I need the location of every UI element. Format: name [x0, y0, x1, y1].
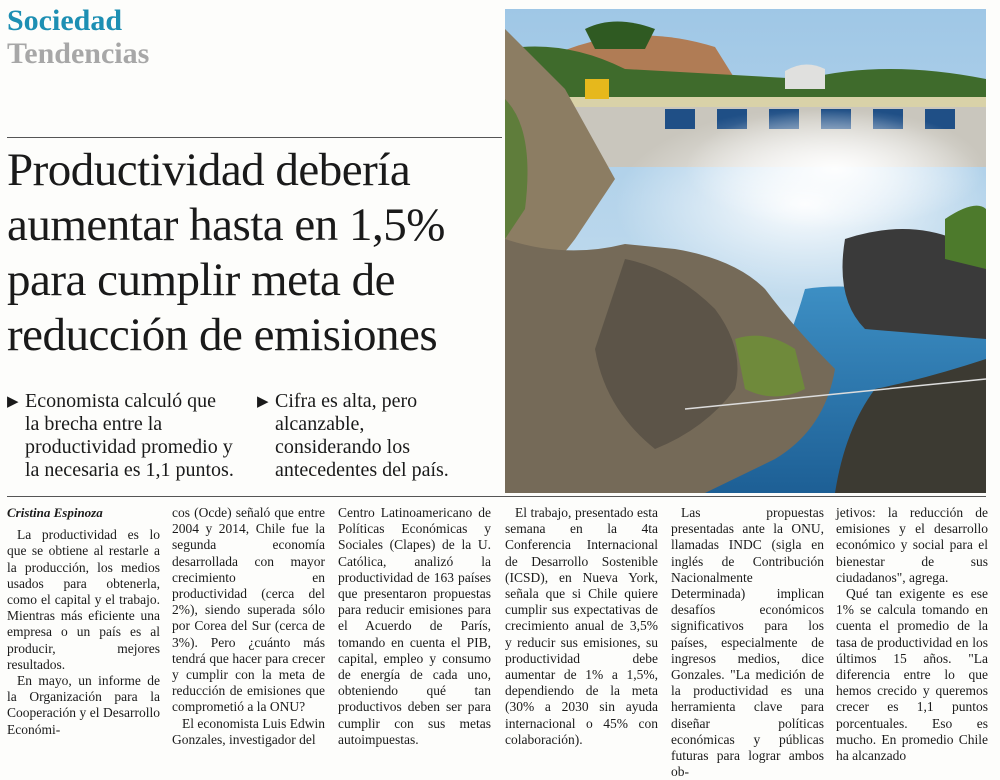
section-name: Sociedad [7, 4, 123, 37]
article-column [505, 505, 658, 748]
article-paragraph: La productividad es lo que se obtiene al restarle a la producción, los medios usados para obtenerla, como el capital y el trabajo. Mientras más eficiente una empresa o un país es al producir, mejores resultados. [7, 527, 160, 672]
headline-line: aumentar hasta en 1,5% [7, 199, 445, 251]
headline-line: reducción de emisiones [7, 309, 438, 361]
bullet-line: la necesaria es 1,1 puntos. [25, 459, 234, 481]
article-column [338, 505, 491, 748]
article-column [671, 505, 824, 780]
article-paragraph: Centro Latinoamericano de Políticas Económicas y Sociales (Clapes) de la U. Católica, analizó la productividad de 163 países que presentaron propuestas para reducir emisiones para el Acuerdo de París, tomando en cuenta el PIB, capital, empleo y consumo de energía de cada uno, obteniendo qué tan productivos deben ser para cumplir con sus metas autoimpuestas. [338, 505, 491, 747]
bullet-line: la brecha entre la [25, 413, 163, 435]
dam-photo-image [505, 9, 986, 493]
section-header [7, 4, 149, 70]
article-column [172, 505, 325, 748]
dam-photo [505, 9, 986, 493]
body-top-rule [7, 496, 986, 497]
article-paragraph: Las propuestas presentadas ante la ONU, llamadas INDC (sigla en inglés de Contribución Nacionalmente Determinada) implican desafíos económicos significativos para los países, especialmente de ingresos medios, dice Gonzales. "La medición de la productividad es una herramienta clave para diseñar políticas económicas y públicas futuras para lograr ambos ob- [671, 505, 824, 780]
bullet-arrow-icon: ▶ [7, 394, 19, 410]
article-paragraph: En mayo, un informe de la Organización para la Cooperación y el Desarrollo Económi- [7, 673, 160, 737]
article-paragraph: jetivos: la reducción de emisiones y el desarrollo económico y social para el bienestar de sus ciudadanos", agrega. [836, 505, 988, 585]
summary-bullet [257, 390, 515, 482]
summary-bullet [7, 390, 265, 482]
bullet-line: Cifra es alta, pero [275, 390, 418, 412]
byline: Cristina Espinoza [7, 505, 103, 520]
headline-line: para cumplir meta de [7, 254, 396, 306]
bullet-line: considerando los [275, 436, 410, 458]
article-paragraph: cos (Ocde) señaló que entre 2004 y 2014, Chile fue la segunda economía desarrollada con mayor crecimiento en productividad (cerca del 2%), siendo superada sólo por Corea del Sur (cerca de 3%). Pero ¿cuánto más tendrá que hacer para crecer y cumplir con la meta de reducción de emisiones que comprometió a la ONU? [172, 505, 325, 715]
bullet-line: Economista calculó que [25, 390, 217, 412]
headline-line: Productividad debería [7, 144, 411, 196]
article-column [836, 505, 988, 764]
subsection-name: Tendencias [7, 37, 150, 70]
bullet-line: alcanzable, [275, 413, 365, 435]
bullet-arrow-icon: ▶ [257, 394, 269, 410]
article-paragraph: El trabajo, presentado esta semana en la 4ta Conferencia Internacional de Desarrollo Sostenible (ICSD), en Nueva York, señala que si Chile quiere cumplir sus expectativas de crecimiento anual de 3,5% y reducir sus emisiones, su productividad debe aumentar de 1% a 1,5%, dependiendo de la meta (30% a 2030 sin ayuda internacional o 45% con colaboración). [505, 505, 658, 747]
article-column [7, 505, 160, 738]
bullet-line: antecedentes del país. [275, 459, 449, 481]
headline [7, 143, 502, 363]
article-paragraph: El economista Luis Edwin Gonzales, investigador del [172, 715, 325, 747]
headline-top-rule [7, 137, 502, 138]
bullet-line: productividad promedio y [25, 436, 233, 458]
article-paragraph: Qué tan exigente es ese 1% se calcula tomando en cuenta el promedio de la tasa de productividad en los últimos 15 años. "La diferencia entre lo que hemos crecido y queremos crecer es 1,1 puntos porcentuales. Eso es mucho. En promedio Chile ha alcanzado [836, 586, 988, 764]
